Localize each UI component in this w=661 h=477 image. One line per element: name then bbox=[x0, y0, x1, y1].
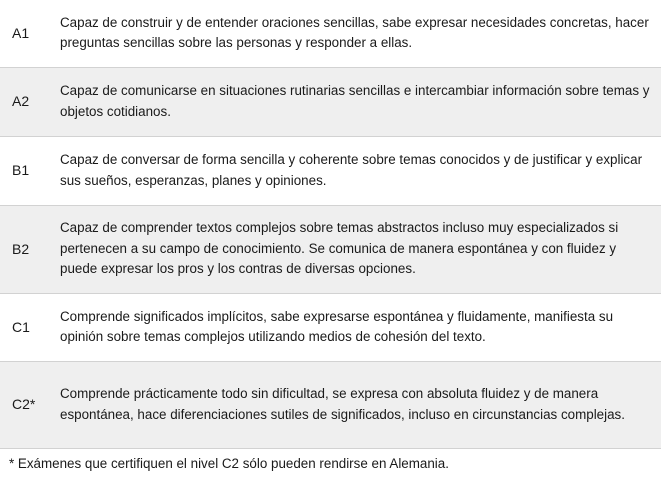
level-code: B2 bbox=[0, 205, 60, 293]
level-row-a2 bbox=[0, 67, 661, 136]
level-description: Capaz de construir y de entender oraciones sencillas, sabe expresar necesidades concretas, hacer preguntas sencillas sobre las personas y responder a ellas. bbox=[60, 0, 661, 67]
level-row-c2 bbox=[0, 361, 661, 448]
level-code: C2* bbox=[0, 361, 60, 448]
level-code: B1 bbox=[0, 136, 60, 205]
level-row-b2 bbox=[0, 205, 661, 293]
level-row-c1 bbox=[0, 293, 661, 361]
level-row-a1 bbox=[0, 0, 661, 67]
level-description: Capaz de comunicarse en situaciones rutinarias sencillas e intercambiar información sobre temas y objetos cotidianos. bbox=[60, 67, 661, 136]
level-row-b1 bbox=[0, 136, 661, 205]
level-description: Capaz de comprender textos complejos sobre temas abstractos incluso muy especializados si pertenecen a su campo de conocimiento. Se comunica de manera espontánea y con fluidez y puede expresar los pros y los contras de diversas opciones. bbox=[60, 205, 661, 293]
level-description: Comprende significados implícitos, sabe expresarse espontánea y fluidamente, manifiesta su opinión sobre temas complejos utilizando medios de cohesión del texto. bbox=[60, 293, 661, 361]
level-code: A2 bbox=[0, 67, 60, 136]
level-code: A1 bbox=[0, 0, 60, 67]
level-description: Comprende prácticamente todo sin dificultad, se expresa con absoluta fluidez y de manera espontánea, hace diferenciaciones sutiles de significados, incluso en circunstancias complejas. bbox=[60, 361, 661, 448]
footnote: * Exámenes que certifiquen el nivel C2 sólo pueden rendirse en Alemania. bbox=[9, 455, 449, 471]
level-code: C1 bbox=[0, 293, 60, 361]
level-description: Capaz de conversar de forma sencilla y coherente sobre temas conocidos y de justificar y explicar sus sueños, esperanzas, planes y opiniones. bbox=[60, 136, 661, 205]
